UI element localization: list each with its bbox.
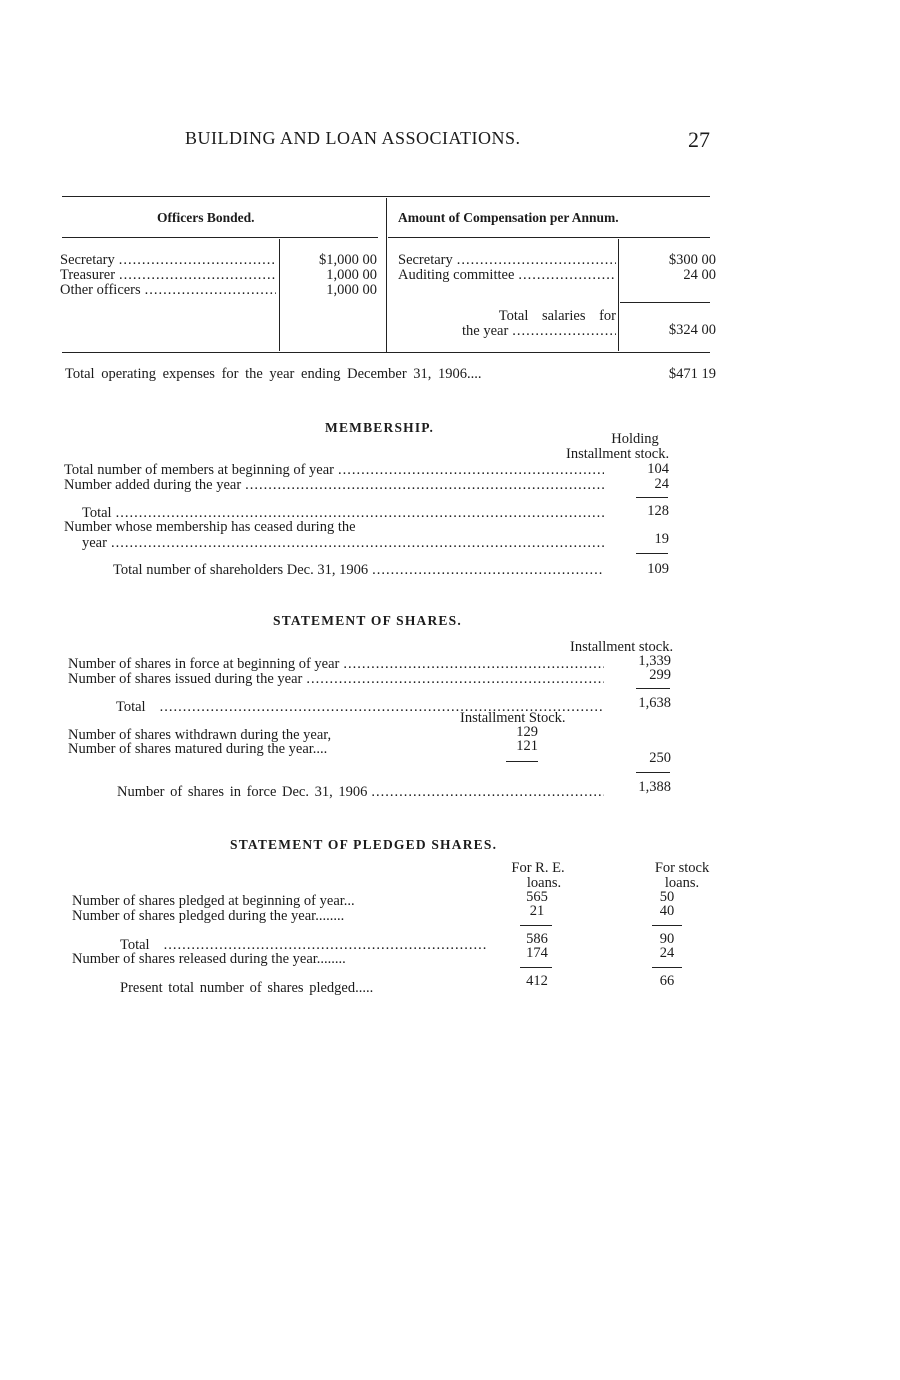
operating-expenses-label: Total operating expenses for the year ending December 31, 1906.... [65,366,482,382]
pledged-col2-line2: loans. [664,875,700,891]
shares-in-force-value: 1,339 [638,653,671,669]
membership-row [113,563,604,578]
shares-matured-label: Number of shares matured during the year.... [68,741,328,757]
shares-row [68,672,604,687]
shares-final-label: Number of shares in force Dec. 31, 1906 [117,784,368,800]
members-total-label: Total [82,505,112,521]
total-salaries-line2 [462,324,616,339]
pledged-released-re: 174 [526,945,548,961]
shareholders-value: 109 [647,561,669,577]
sum-rule [636,772,670,773]
bonded-amount: $1,000 00 [319,252,377,268]
shares-col-header: Installment stock. [570,639,674,655]
pledged-beginning-stock: 50 [659,889,675,905]
total-salaries-label: the year [462,323,509,339]
bonded-heading-rule [62,237,378,238]
pledged-beginning-label: Number of shares pledged at beginning of year... [72,893,355,909]
shares-sub-header: Installment Stock. [460,710,566,726]
bonded-row [60,268,276,283]
pledged-col2-line1: For stock [654,860,710,876]
shares-withdrawn-label: Number of shares withdrawn during the year, [68,727,332,743]
compensation-amount-divider [618,239,619,351]
shares-total-value: 1,638 [638,695,671,711]
pledged-present-re: 412 [526,973,548,989]
pledged-present-stock: 66 [659,973,675,989]
shareholders-label: Total number of shareholders Dec. 31, 1906 [113,562,369,578]
shares-row [117,785,604,800]
pledged-during-stock: 40 [659,903,675,919]
total-salaries-line1: Total salaries for [498,308,616,324]
compensation-amount: 24 00 [683,267,716,283]
pledged-released-label: Number of shares released during the year........ [72,951,346,967]
membership-heading: MEMBERSHIP. [325,420,435,435]
bonded-amount: 1,000 00 [326,282,377,298]
shares-matured-value: 121 [516,738,538,754]
bonded-label: Secretary [60,252,115,268]
members-ceased-line1: Number whose membership has ceased during the [64,519,356,535]
pledged-present-label: Present total number of shares pledged..... [120,980,374,996]
sum-rule [520,925,552,926]
members-total-value: 128 [647,503,669,519]
sum-rule [652,925,682,926]
shares-deducted-total: 250 [649,750,671,766]
members-added-label: Number added during the year [64,477,242,493]
operating-expenses-amount: $471 19 [668,366,716,382]
compensation-row [398,268,616,283]
members-beginning-value: 104 [647,461,669,477]
bonded-label: Treasurer [60,267,116,283]
membership-row [64,463,604,478]
members-ceased-line2: year [82,535,107,551]
shares-issued-value: 299 [649,667,671,683]
membership-row [64,478,604,493]
pledged-col1-line1: For R. E. [511,860,565,876]
members-beginning-label: Total number of members at beginning of year [64,462,334,478]
bonded-label: Other officers [60,282,141,298]
bonded-row [60,283,276,298]
bonded-amount-divider [279,239,280,351]
compensation-label: Auditing committee [398,267,515,283]
pledged-during-label: Number of shares pledged during the year........ [72,908,345,924]
compensation-row [398,253,616,268]
sum-rule [520,967,552,968]
compensation-label: Secretary [398,252,453,268]
total-salaries-amount: $324 00 [668,322,716,338]
membership-col-header-line2: Installment stock. [566,446,670,462]
compensation-heading-rule [388,237,710,238]
members-ceased-value: 19 [654,531,669,547]
officers-bonded-heading: Officers Bonded. [157,210,255,225]
members-added-value: 24 [654,476,669,492]
pledged-beginning-re: 565 [526,889,548,905]
pledged-col1-line2: loans. [526,875,562,891]
sum-rule [652,967,682,968]
pledged-heading: STATEMENT OF PLEDGED SHARES. [230,837,498,852]
compensation-heading: Amount of Compensation per Annum. [398,210,619,225]
sum-rule [506,761,538,762]
sum-rule [636,688,670,689]
shares-total-label: Total [116,699,146,715]
table-divider [386,198,387,352]
sum-rule [636,497,668,498]
compensation-amount: $300 00 [668,252,716,268]
table-top-rule [62,196,710,197]
pledged-total-re: 586 [526,931,548,947]
bonded-row [60,253,276,268]
shares-withdrawn-value: 129 [516,724,538,740]
shares-in-force-label: Number of shares in force at beginning of year [68,656,340,672]
pledged-total-stock: 90 [659,931,675,947]
bonded-amount: 1,000 00 [326,267,377,283]
shares-heading: STATEMENT OF SHARES. [273,613,462,628]
membership-col-header-line1: Holding [611,431,659,447]
pledged-during-re: 21 [529,903,545,919]
shares-issued-label: Number of shares issued during the year [68,671,303,687]
pledged-total-label: Total [120,937,150,953]
membership-row [82,536,604,551]
pledged-released-stock: 24 [659,945,675,961]
table-bottom-rule [62,352,710,353]
page-number: 27 [688,127,710,152]
sum-rule [636,553,668,554]
shares-row [68,657,604,672]
page-header-title: BUILDING AND LOAN ASSOCIATIONS. [185,128,521,148]
shares-final-value: 1,388 [638,779,671,795]
salaries-rule [620,302,710,303]
